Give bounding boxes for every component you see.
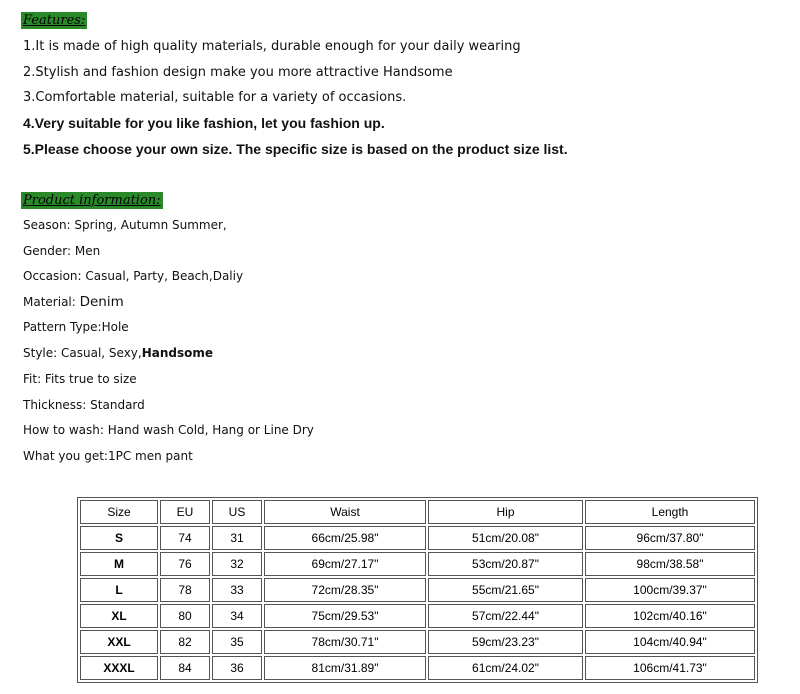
cell-eu: 84 bbox=[160, 656, 210, 680]
cell-us: 36 bbox=[212, 656, 262, 680]
cell-hip: 59cm/23.23" bbox=[428, 630, 583, 654]
info-pattern: Pattern Type:Hole bbox=[23, 320, 129, 334]
cell-hip: 51cm/20.08" bbox=[428, 526, 583, 550]
cell-size: L bbox=[80, 578, 158, 602]
info-season: Season: Spring, Autumn Summer, bbox=[23, 218, 227, 232]
info-style-label: Style: Casual, Sexy, bbox=[23, 346, 142, 360]
table-row bbox=[80, 552, 755, 576]
cell-waist: 75cm/29.53" bbox=[264, 604, 426, 628]
info-style-bold: Handsome bbox=[141, 346, 214, 360]
cell-hip: 61cm/24.02" bbox=[428, 656, 583, 680]
info-thickness: Thickness: Standard bbox=[23, 398, 145, 412]
size-table bbox=[77, 497, 758, 683]
table-row bbox=[80, 526, 755, 550]
cell-us: 35 bbox=[212, 630, 262, 654]
cell-length: 96cm/37.80" bbox=[585, 526, 755, 550]
header-hip: Hip bbox=[428, 500, 583, 524]
product-info-heading: Product information: bbox=[23, 193, 161, 208]
cell-eu: 80 bbox=[160, 604, 210, 628]
feature-item-1: 1.It is made of high quality materials, durable enough for your daily wearing bbox=[23, 39, 521, 54]
cell-us: 33 bbox=[212, 578, 262, 602]
header-size: Size bbox=[80, 500, 158, 524]
cell-us: 31 bbox=[212, 526, 262, 550]
info-material-value: Denim bbox=[79, 294, 124, 310]
feature-item-4: 4.Very suitable for you like fashion, let you fashion up. bbox=[23, 115, 385, 131]
cell-size: XL bbox=[80, 604, 158, 628]
header-us: US bbox=[212, 500, 262, 524]
table-row bbox=[80, 578, 755, 602]
cell-eu: 82 bbox=[160, 630, 210, 654]
feature-item-3: 3.Comfortable material, suitable for a variety of occasions. bbox=[23, 90, 407, 105]
cell-hip: 57cm/22.44" bbox=[428, 604, 583, 628]
cell-eu: 78 bbox=[160, 578, 210, 602]
cell-eu: 74 bbox=[160, 526, 210, 550]
cell-waist: 81cm/31.89" bbox=[264, 656, 426, 680]
table-row bbox=[80, 630, 755, 654]
info-occasion: Occasion: Casual, Party, Beach,Daliy bbox=[23, 269, 244, 283]
cell-us: 32 bbox=[212, 552, 262, 576]
cell-length: 106cm/41.73" bbox=[585, 656, 755, 680]
cell-length: 100cm/39.37" bbox=[585, 578, 755, 602]
size-table-header-row bbox=[80, 500, 755, 524]
cell-length: 102cm/40.16" bbox=[585, 604, 755, 628]
cell-size: XXXL bbox=[80, 656, 158, 680]
info-wash: How to wash: Hand wash Cold, Hang or Line Dry bbox=[23, 423, 314, 437]
info-gender: Gender: Men bbox=[23, 244, 101, 258]
table-row bbox=[80, 656, 755, 680]
feature-item-5: 5.Please choose your own size. The specific size is based on the product size list. bbox=[23, 141, 568, 157]
cell-size: XXL bbox=[80, 630, 158, 654]
header-length: Length bbox=[585, 500, 755, 524]
cell-hip: 55cm/21.65" bbox=[428, 578, 583, 602]
cell-length: 98cm/38.58" bbox=[585, 552, 755, 576]
info-style bbox=[23, 346, 213, 360]
features-heading: Features: bbox=[23, 13, 86, 28]
cell-waist: 66cm/25.98" bbox=[264, 526, 426, 550]
cell-size: S bbox=[80, 526, 158, 550]
cell-us: 34 bbox=[212, 604, 262, 628]
cell-waist: 69cm/27.17" bbox=[264, 552, 426, 576]
cell-waist: 72cm/28.35" bbox=[264, 578, 426, 602]
header-eu: EU bbox=[160, 500, 210, 524]
header-waist: Waist bbox=[264, 500, 426, 524]
cell-eu: 76 bbox=[160, 552, 210, 576]
info-what-you-get: What you get:1PC men pant bbox=[23, 449, 193, 463]
info-material-label: Material: bbox=[23, 295, 80, 309]
info-fit: Fit: Fits true to size bbox=[23, 372, 137, 386]
cell-waist: 78cm/30.71" bbox=[264, 630, 426, 654]
cell-size: M bbox=[80, 552, 158, 576]
cell-hip: 53cm/20.87" bbox=[428, 552, 583, 576]
cell-length: 104cm/40.94" bbox=[585, 630, 755, 654]
feature-item-2: 2.Stylish and fashion design make you more attractive Handsome bbox=[23, 65, 453, 80]
table-row bbox=[80, 604, 755, 628]
info-material bbox=[23, 294, 124, 310]
